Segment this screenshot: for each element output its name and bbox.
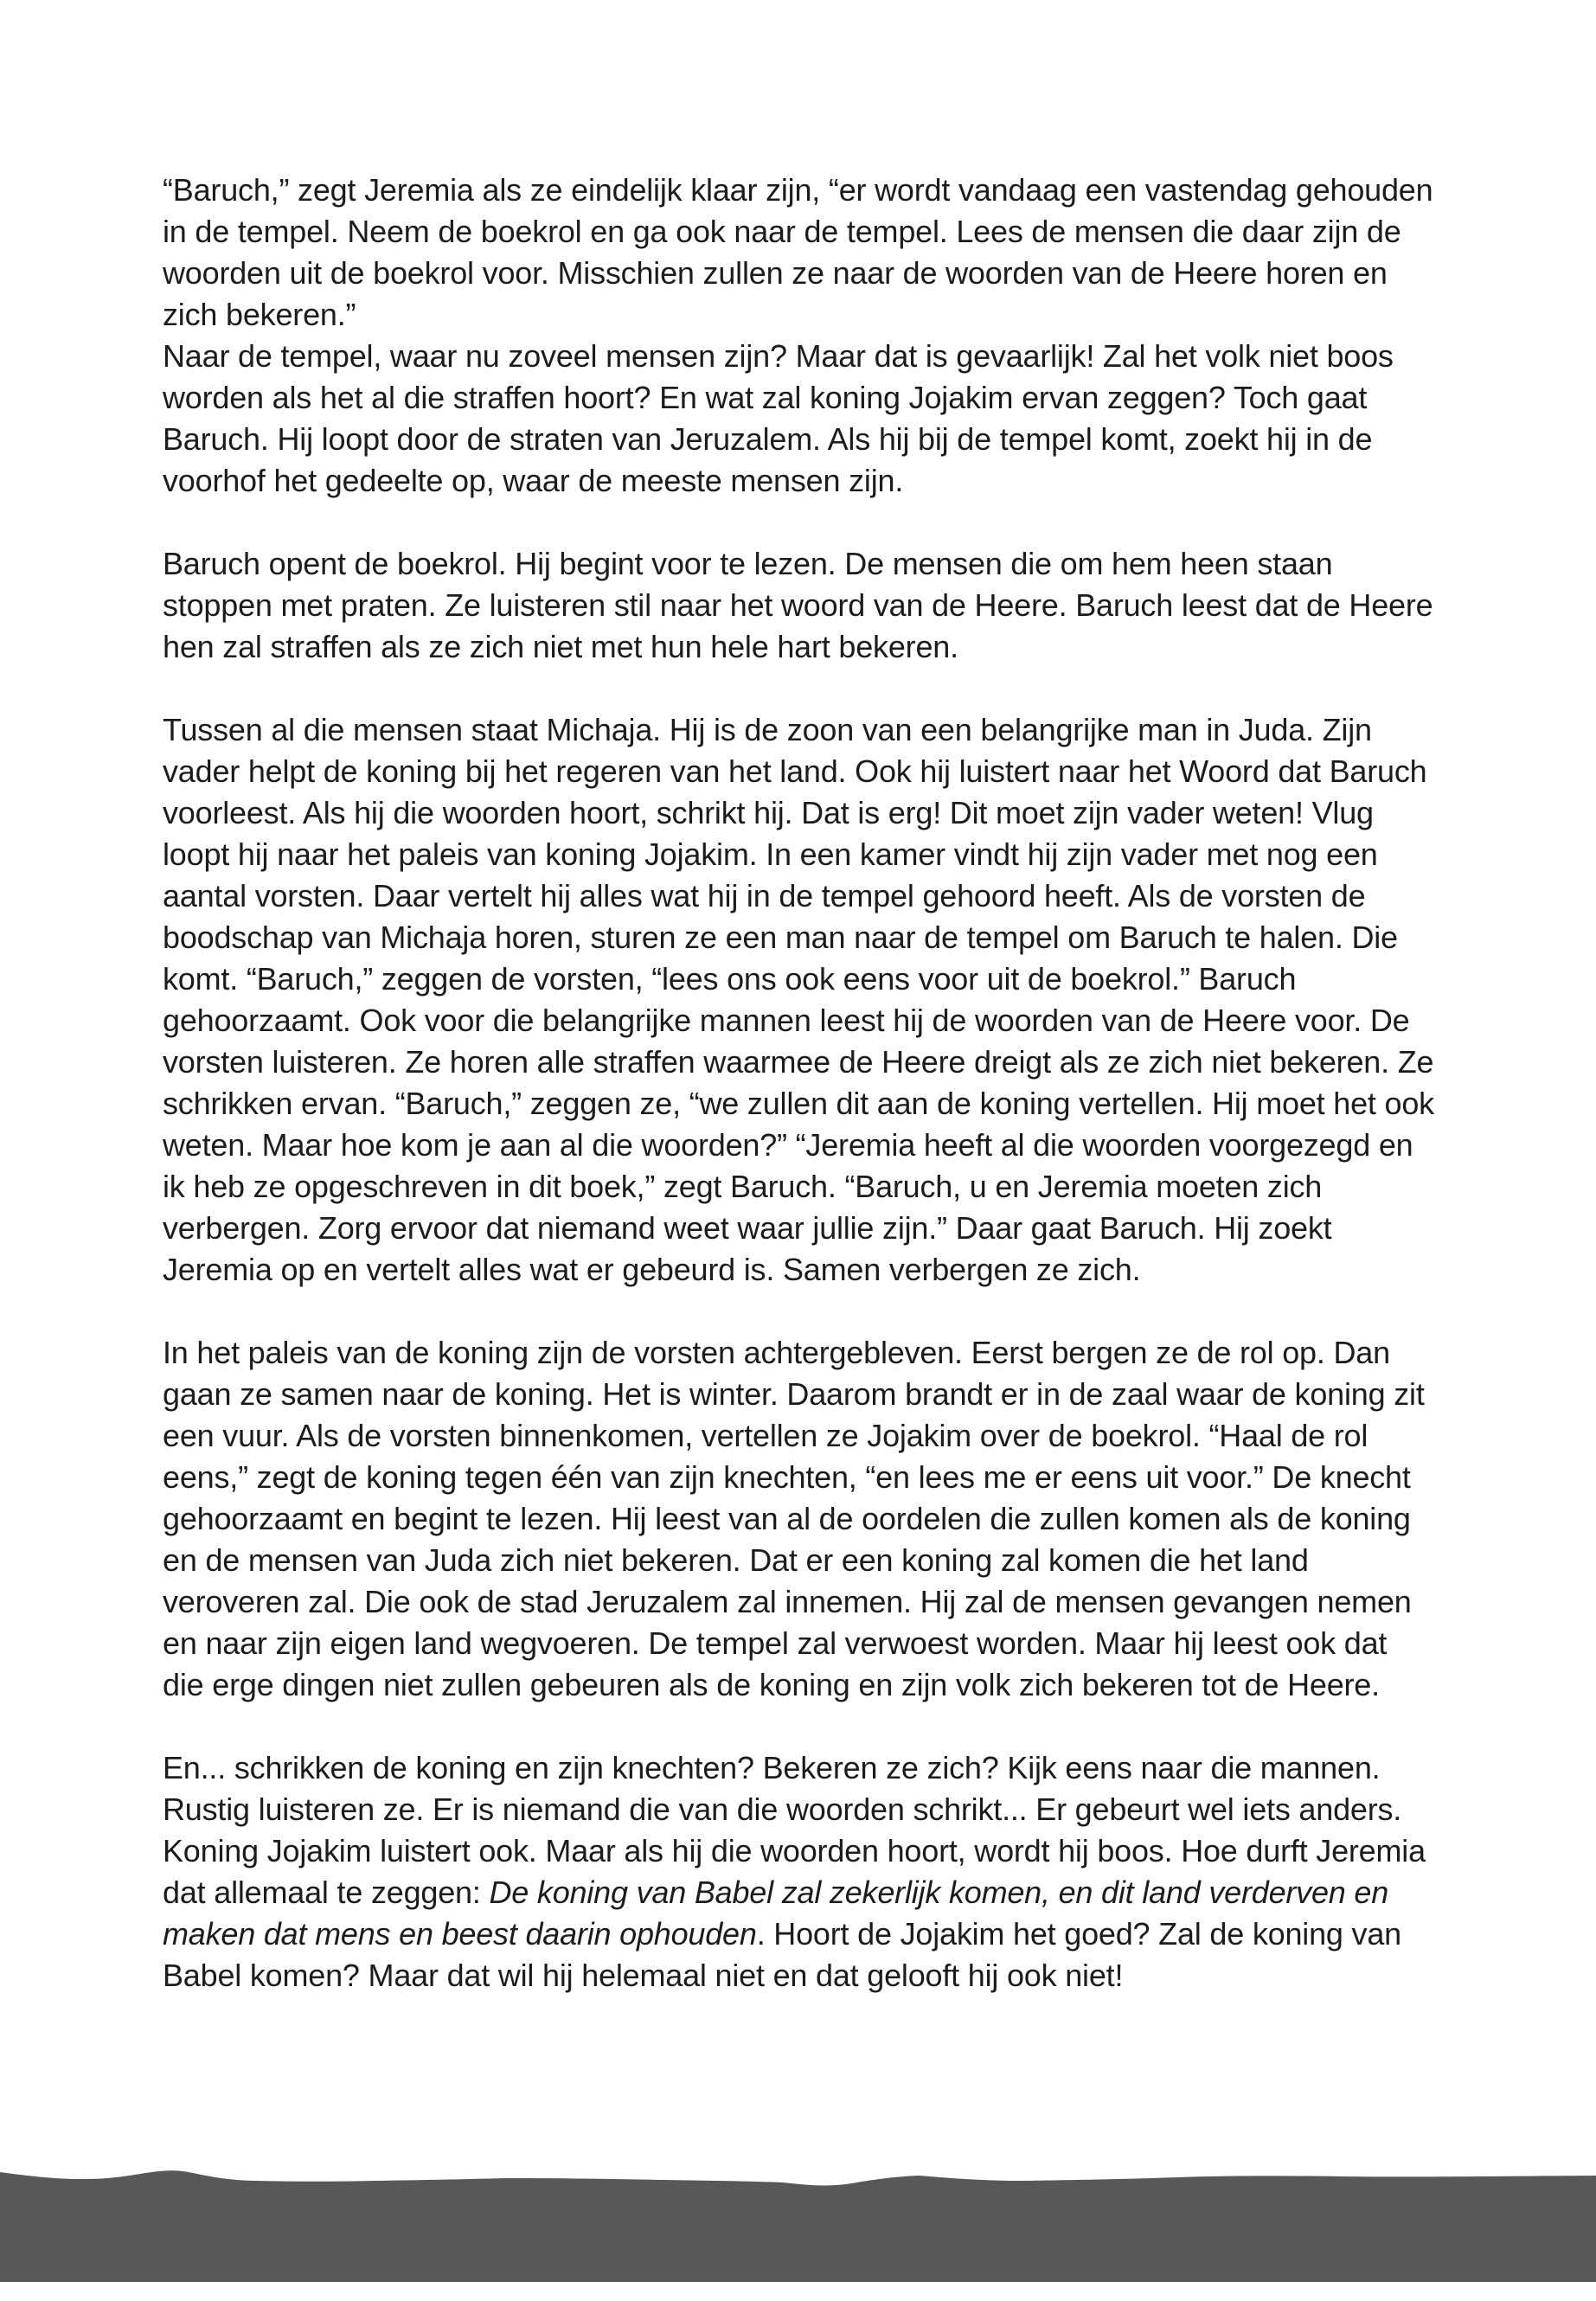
paragraph-segment: En... schrikken de koning en zijn knechten? Bekeren ze zich? Kijk eens naar die mannen. Rustig luisteren ze. Er is niemand die van die woorden schrikt... Er gebeurt wel iets anders. Koning Jojakim luistert ook. Maar als hij die woorden hoort, wordt hij boos. Hoe durft Jeremia dat allemaal te zeggen:: [163, 1750, 1426, 1910]
paragraph-segment: Naar de tempel, waar nu zoveel mensen zijn? Maar dat is gevaarlijk! Zal het volk niet boos worden als het al die straffen hoort? En wat zal koning Jojakim ervan zeggen? Toch gaat Baruch. Hij loopt door de straten van Jeruzalem. Als hij bij de tempel komt, zoekt hij in de voorhof het gedeelte op, waar de meeste mensen zijn.: [163, 338, 1394, 498]
paragraph-segment: “Baruch,” zegt Jeremia als ze eindelijk klaar zijn, “er wordt vandaag een vastendag gehouden in de tempel. Neem de boekrol en ga ook naar de tempel. Lees de mensen die daar zijn de woorden uit de boekrol voor. Misschien zullen ze naar de woorden van de Heere horen en zich bekeren.”: [163, 172, 1433, 332]
text-block: [163, 170, 1434, 1997]
footer-wave-graphic: [0, 2137, 1596, 2301]
paragraph: [163, 336, 1434, 502]
paragraph: [163, 1332, 1434, 1706]
paragraph: [163, 709, 1434, 1291]
paragraph: [163, 170, 1434, 336]
footer-wave-shape: [0, 2170, 1596, 2282]
paragraph-segment: Baruch opent de boekrol. Hij begint voor te lezen. De mensen die om hem heen staan stoppen met praten. Ze luisteren stil naar het woord van de Heere. Baruch leest dat de Heere hen zal straffen als ze zich niet met hun hele hart bekeren.: [163, 546, 1433, 664]
paragraph: [163, 543, 1434, 668]
paragraph-segment: . Hoort de Jojakim het goed? Zal de koning van Babel komen? Maar dat wil hij helemaal niet en dat gelooft hij ook niet!: [163, 1916, 1401, 1993]
paragraph-italic-segment: De koning van Babel zal zekerlijk komen, en dit land verderven en maken dat mens en beest daarin ophouden: [163, 1875, 1389, 1952]
paragraph-segment: In het paleis van de koning zijn de vorsten achtergebleven. Eerst bergen ze de rol op. Dan gaan ze samen naar de koning. Het is winter. Daarom brandt er in de zaal waar de koning zit een vuur. Als de vorsten binnenkomen, vertellen ze Jojakim over de boekrol. “Haal de rol eens,” zegt de koning tegen één van zijn knechten, “en lees me er eens uit voor.” De knecht gehoorzaamt en begint te lezen. Hij leest van al de oordelen die zullen komen als de koning en de mensen van Juda zich niet bekeren. Dat er een koning zal komen die het land veroveren zal. Die ook de stad Jeruzalem zal innemen. Hij zal de mensen gevangen nemen en naar zijn eigen land wegvoeren. De tempel zal verwoest worden. Maar hij leest ook dat die erge dingen niet zullen gebeuren als de koning en zijn volk zich bekeren tot de Heere.: [163, 1335, 1425, 1702]
paragraph-segment: Tussen al die mensen staat Michaja. Hij is de zoon van een belangrijke man in Juda. Zijn vader helpt de koning bij het regeren van het land. Ook hij luistert naar het Woord dat Baruch voorleest. Als hij die woorden hoort, schrikt hij. Dat is erg! Dit moet zijn vader weten! Vlug loopt hij naar het paleis van koning Jojakim. In een kamer vindt hij zijn vader met nog een aantal vorsten. Daar vertelt hij alles wat hij in de tempel gehoord heeft. Als de vorsten de boodschap van Michaja horen, sturen ze een man naar de tempel om Baruch te halen. Die komt. “Baruch,” zeggen de vorsten, “lees ons ook eens voor uit de boekrol.” Baruch gehoorzaamt. Ook voor die belangrijke mannen leest hij de woorden van de Heere voor. De vorsten luisteren. Ze horen alle straffen waarmee de Heere dreigt als ze zich niet bekeren. Ze schrikken ervan. “Baruch,” zeggen ze, “we zullen dit aan de koning vertellen. Hij moet het ook weten. Maar hoe kom je aan al die woorden?” “Jeremia heeft al die woorden voorgezegd en ik heb ze opgeschreven in dit boek,” zegt Baruch. “Baruch, u en Jeremia moeten zich verbergen. Zorg ervoor dat niemand weet waar jullie zijn.” Daar gaat Baruch. Hij zoekt Jeremia op en vertelt alles wat er gebeurd is. Samen verbergen ze zich.: [163, 712, 1434, 1287]
paragraph: [163, 1747, 1434, 1997]
